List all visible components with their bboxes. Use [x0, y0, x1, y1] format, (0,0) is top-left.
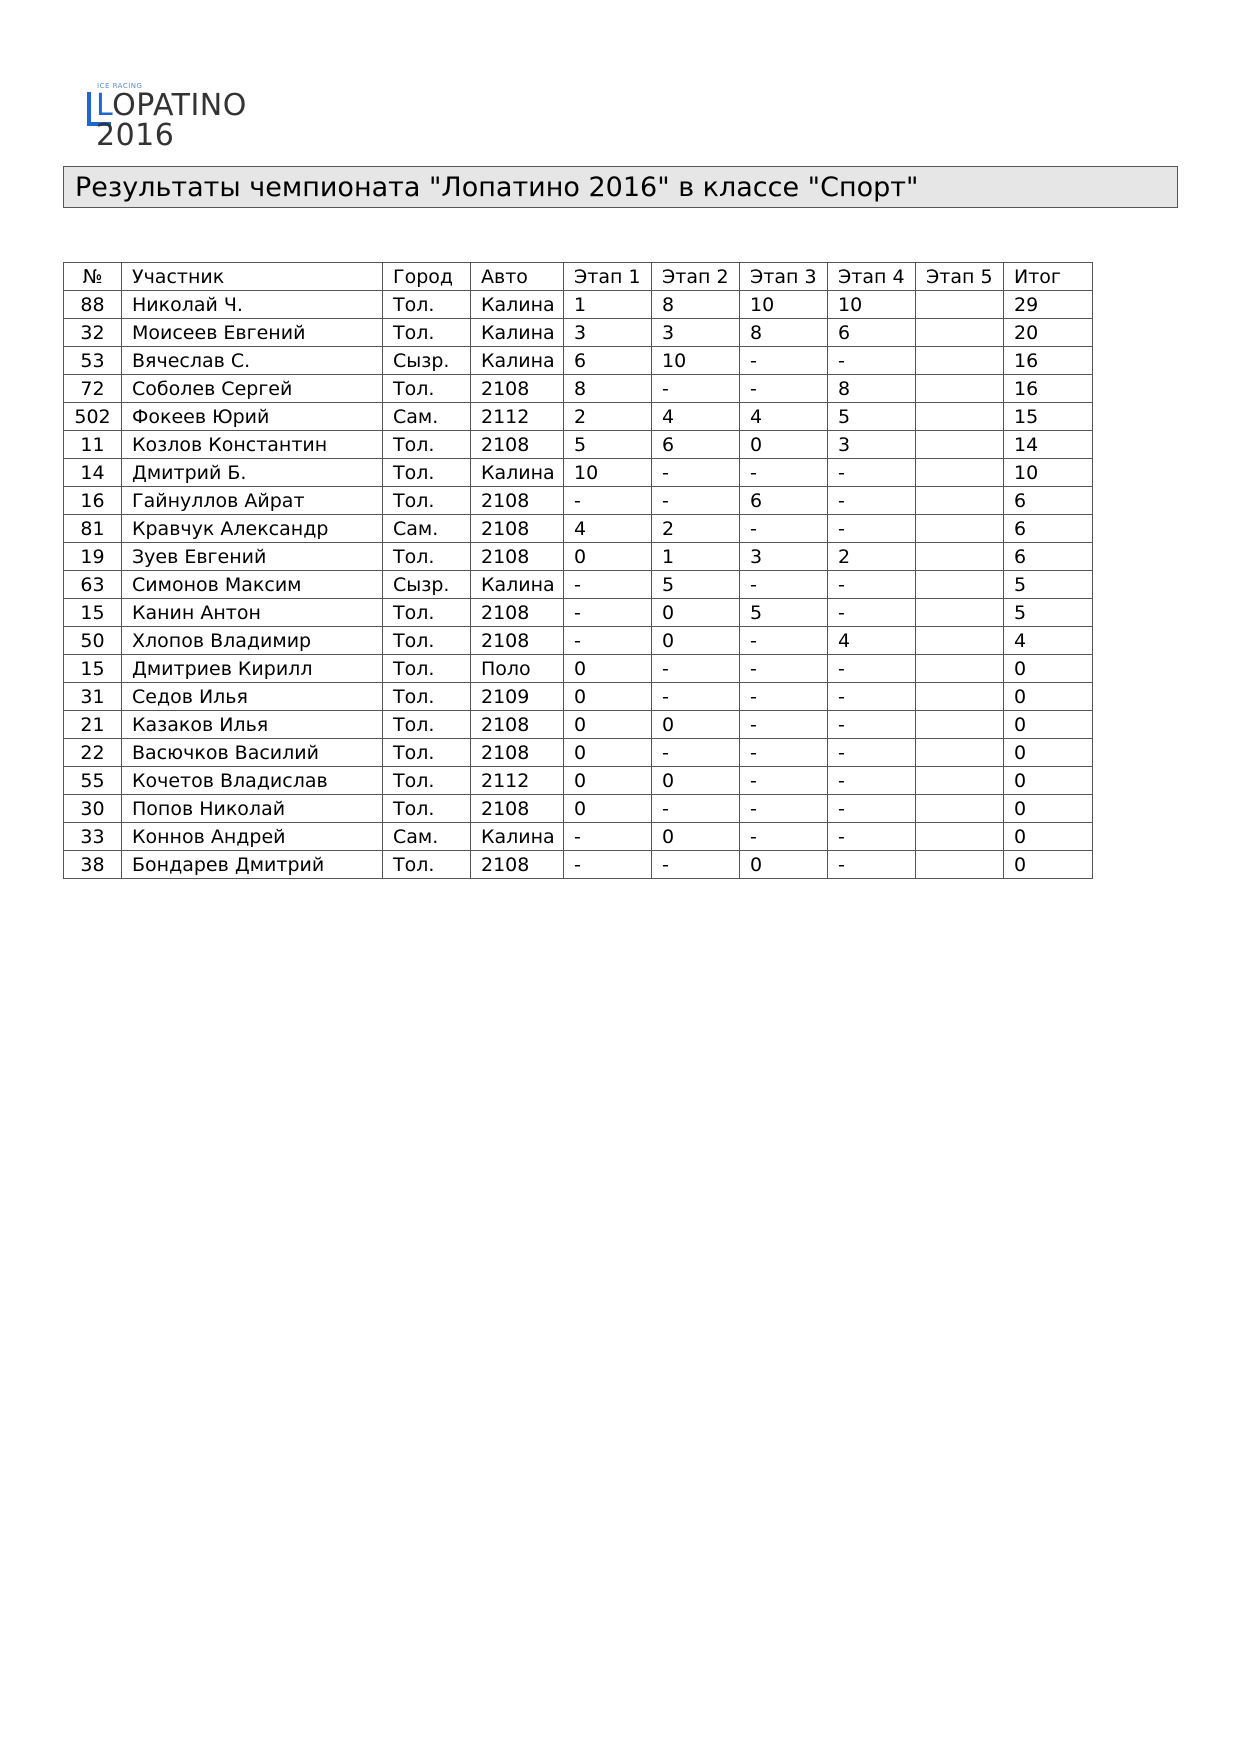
- cell-col-number: 53: [64, 347, 122, 375]
- cell-col-total: 5: [1004, 599, 1093, 627]
- cell-col-stage-4: 6: [828, 319, 916, 347]
- cell-col-stage-3: -: [740, 375, 828, 403]
- table-row: [64, 767, 1093, 795]
- cell-col-stage-1: 8: [564, 375, 652, 403]
- cell-col-number: 72: [64, 375, 122, 403]
- cell-col-car: 2108: [471, 711, 564, 739]
- cell-col-participant: Зуев Евгений: [122, 543, 383, 571]
- cell-col-city: Тол.: [383, 599, 471, 627]
- cell-col-total: 4: [1004, 627, 1093, 655]
- cell-col-participant: Козлов Константин: [122, 431, 383, 459]
- cell-col-stage-5: [916, 571, 1004, 599]
- cell-col-number: 50: [64, 627, 122, 655]
- cell-col-participant: Николай Ч.: [122, 291, 383, 319]
- cell-col-city: Тол.: [383, 851, 471, 879]
- cell-col-stage-5: [916, 823, 1004, 851]
- cell-col-car: Калина: [471, 459, 564, 487]
- cell-col-total: 16: [1004, 347, 1093, 375]
- cell-col-car: 2108: [471, 599, 564, 627]
- cell-col-stage-2: -: [652, 851, 740, 879]
- cell-col-stage-2: -: [652, 655, 740, 683]
- table-row: [64, 683, 1093, 711]
- cell-col-number: 63: [64, 571, 122, 599]
- cell-col-car: Калина: [471, 319, 564, 347]
- logo-text: [96, 88, 327, 153]
- cell-col-stage-4: -: [828, 851, 916, 879]
- cell-col-participant: Соболев Сергей: [122, 375, 383, 403]
- header-col-stage-3: Этап 3: [740, 263, 828, 291]
- cell-col-city: Тол.: [383, 431, 471, 459]
- cell-col-stage-2: 0: [652, 599, 740, 627]
- table-row: [64, 459, 1093, 487]
- table-row: [64, 627, 1093, 655]
- cell-col-stage-4: -: [828, 739, 916, 767]
- cell-col-stage-1: 0: [564, 543, 652, 571]
- cell-col-stage-1: 0: [564, 767, 652, 795]
- cell-col-stage-3: -: [740, 627, 828, 655]
- cell-col-city: Тол.: [383, 319, 471, 347]
- cell-col-city: Тол.: [383, 655, 471, 683]
- cell-col-stage-3: 8: [740, 319, 828, 347]
- table-body: [64, 291, 1093, 879]
- cell-col-number: 55: [64, 767, 122, 795]
- cell-col-total: 0: [1004, 851, 1093, 879]
- cell-col-stage-3: -: [740, 711, 828, 739]
- table-row: [64, 543, 1093, 571]
- cell-col-participant: Дмитрий Б.: [122, 459, 383, 487]
- cell-col-total: 14: [1004, 431, 1093, 459]
- cell-col-stage-1: 0: [564, 655, 652, 683]
- cell-col-participant: Седов Илья: [122, 683, 383, 711]
- cell-col-stage-5: [916, 459, 1004, 487]
- cell-col-city: Тол.: [383, 711, 471, 739]
- logo-bar: [87, 92, 91, 126]
- cell-col-stage-4: -: [828, 823, 916, 851]
- table-row: [64, 823, 1093, 851]
- logo: [87, 82, 327, 153]
- cell-col-total: 0: [1004, 739, 1093, 767]
- cell-col-stage-5: [916, 627, 1004, 655]
- cell-col-total: 16: [1004, 375, 1093, 403]
- cell-col-city: Тол.: [383, 375, 471, 403]
- table-row: [64, 795, 1093, 823]
- cell-col-city: Тол.: [383, 487, 471, 515]
- cell-col-car: Поло: [471, 655, 564, 683]
- table-header-row: [64, 263, 1093, 291]
- cell-col-stage-1: 5: [564, 431, 652, 459]
- header-col-car: Авто: [471, 263, 564, 291]
- cell-col-participant: Кочетов Владислав: [122, 767, 383, 795]
- cell-col-stage-2: 6: [652, 431, 740, 459]
- cell-col-stage-5: [916, 291, 1004, 319]
- header-col-stage-2: Этап 2: [652, 263, 740, 291]
- cell-col-participant: Гайнуллов Айрат: [122, 487, 383, 515]
- cell-col-stage-2: 0: [652, 627, 740, 655]
- cell-col-stage-1: -: [564, 851, 652, 879]
- cell-col-stage-2: 10: [652, 347, 740, 375]
- cell-col-total: 6: [1004, 543, 1093, 571]
- cell-col-car: 2108: [471, 487, 564, 515]
- table-row: [64, 599, 1093, 627]
- cell-col-stage-1: 3: [564, 319, 652, 347]
- cell-col-city: Тол.: [383, 543, 471, 571]
- cell-col-participant: Казаков Илья: [122, 711, 383, 739]
- cell-col-number: 21: [64, 711, 122, 739]
- cell-col-car: 2108: [471, 543, 564, 571]
- cell-col-stage-2: 0: [652, 711, 740, 739]
- cell-col-city: Сызр.: [383, 347, 471, 375]
- cell-col-stage-3: 6: [740, 487, 828, 515]
- cell-col-stage-3: -: [740, 739, 828, 767]
- cell-col-stage-2: 0: [652, 823, 740, 851]
- cell-col-stage-4: -: [828, 487, 916, 515]
- table-row: [64, 347, 1093, 375]
- cell-col-number: 33: [64, 823, 122, 851]
- cell-col-stage-5: [916, 711, 1004, 739]
- cell-col-number: 30: [64, 795, 122, 823]
- cell-col-stage-5: [916, 515, 1004, 543]
- cell-col-stage-4: 8: [828, 375, 916, 403]
- cell-col-stage-5: [916, 347, 1004, 375]
- cell-col-participant: Фокеев Юрий: [122, 403, 383, 431]
- cell-col-stage-5: [916, 767, 1004, 795]
- cell-col-number: 32: [64, 319, 122, 347]
- cell-col-car: 2112: [471, 767, 564, 795]
- cell-col-car: Калина: [471, 823, 564, 851]
- cell-col-stage-4: 5: [828, 403, 916, 431]
- cell-col-car: Калина: [471, 571, 564, 599]
- cell-col-number: 14: [64, 459, 122, 487]
- header-col-total: Итог: [1004, 263, 1093, 291]
- cell-col-stage-5: [916, 851, 1004, 879]
- cell-col-stage-4: 4: [828, 627, 916, 655]
- cell-col-city: Тол.: [383, 739, 471, 767]
- table-row: [64, 711, 1093, 739]
- cell-col-stage-3: 5: [740, 599, 828, 627]
- cell-col-stage-3: -: [740, 459, 828, 487]
- cell-col-stage-3: 10: [740, 291, 828, 319]
- cell-col-stage-2: -: [652, 375, 740, 403]
- table-row: [64, 655, 1093, 683]
- cell-col-participant: Моисеев Евгений: [122, 319, 383, 347]
- cell-col-stage-3: -: [740, 571, 828, 599]
- cell-col-car: Калина: [471, 291, 564, 319]
- cell-col-number: 15: [64, 599, 122, 627]
- cell-col-city: Тол.: [383, 683, 471, 711]
- cell-col-car: 2109: [471, 683, 564, 711]
- cell-col-stage-1: 0: [564, 683, 652, 711]
- cell-col-total: 0: [1004, 655, 1093, 683]
- cell-col-stage-1: -: [564, 571, 652, 599]
- cell-col-total: 0: [1004, 795, 1093, 823]
- cell-col-total: 0: [1004, 767, 1093, 795]
- cell-col-car: Калина: [471, 347, 564, 375]
- cell-col-participant: Вячеслав С.: [122, 347, 383, 375]
- cell-col-number: 88: [64, 291, 122, 319]
- header-col-number: №: [64, 263, 122, 291]
- cell-col-participant: Хлопов Владимир: [122, 627, 383, 655]
- cell-col-car: 2108: [471, 739, 564, 767]
- cell-col-city: Сам.: [383, 823, 471, 851]
- cell-col-stage-5: [916, 739, 1004, 767]
- cell-col-stage-1: 0: [564, 711, 652, 739]
- cell-col-car: 2108: [471, 851, 564, 879]
- cell-col-stage-1: -: [564, 487, 652, 515]
- cell-col-stage-3: -: [740, 347, 828, 375]
- header-col-stage-4: Этап 4: [828, 263, 916, 291]
- cell-col-participant: Канин Антон: [122, 599, 383, 627]
- table-row: [64, 291, 1093, 319]
- cell-col-participant: Бондарев Дмитрий: [122, 851, 383, 879]
- cell-col-stage-1: -: [564, 823, 652, 851]
- cell-col-stage-4: -: [828, 683, 916, 711]
- cell-col-stage-1: 0: [564, 739, 652, 767]
- cell-col-stage-5: [916, 683, 1004, 711]
- cell-col-total: 29: [1004, 291, 1093, 319]
- cell-col-total: 15: [1004, 403, 1093, 431]
- header-col-city: Город: [383, 263, 471, 291]
- cell-col-stage-2: 5: [652, 571, 740, 599]
- header-col-stage-5: Этап 5: [916, 263, 1004, 291]
- cell-col-city: Сам.: [383, 403, 471, 431]
- cell-col-stage-5: [916, 375, 1004, 403]
- cell-col-city: Тол.: [383, 627, 471, 655]
- cell-col-stage-5: [916, 599, 1004, 627]
- cell-col-stage-1: 2: [564, 403, 652, 431]
- cell-col-city: Тол.: [383, 291, 471, 319]
- cell-col-participant: Кравчук Александр: [122, 515, 383, 543]
- cell-col-city: Сызр.: [383, 571, 471, 599]
- logo-rest-text: OPATINO 2016: [96, 88, 247, 153]
- cell-col-stage-2: 1: [652, 543, 740, 571]
- cell-col-stage-2: 8: [652, 291, 740, 319]
- cell-col-stage-5: [916, 795, 1004, 823]
- cell-col-total: 10: [1004, 459, 1093, 487]
- results-table: [63, 262, 1093, 879]
- cell-col-stage-4: -: [828, 795, 916, 823]
- table-row: [64, 319, 1093, 347]
- cell-col-stage-1: -: [564, 627, 652, 655]
- cell-col-stage-5: [916, 487, 1004, 515]
- cell-col-stage-1: -: [564, 599, 652, 627]
- cell-col-stage-2: 4: [652, 403, 740, 431]
- cell-col-car: 2108: [471, 627, 564, 655]
- cell-col-number: 38: [64, 851, 122, 879]
- cell-col-stage-3: 4: [740, 403, 828, 431]
- cell-col-number: 19: [64, 543, 122, 571]
- title-box: [63, 166, 1178, 208]
- cell-col-city: Сам.: [383, 515, 471, 543]
- cell-col-stage-3: 3: [740, 543, 828, 571]
- table-row: [64, 487, 1093, 515]
- cell-col-stage-2: -: [652, 795, 740, 823]
- cell-col-stage-3: -: [740, 515, 828, 543]
- cell-col-stage-5: [916, 543, 1004, 571]
- cell-col-stage-4: -: [828, 711, 916, 739]
- cell-col-participant: Васючков Василий: [122, 739, 383, 767]
- cell-col-stage-3: -: [740, 767, 828, 795]
- page-title: Результаты чемпионата "Лопатино 2016" в классе "Спорт": [75, 172, 919, 203]
- cell-col-stage-2: -: [652, 683, 740, 711]
- cell-col-stage-4: -: [828, 767, 916, 795]
- cell-col-participant: Симонов Максим: [122, 571, 383, 599]
- table-row: [64, 571, 1093, 599]
- cell-col-stage-3: -: [740, 823, 828, 851]
- cell-col-participant: Попов Николай: [122, 795, 383, 823]
- cell-col-total: 6: [1004, 515, 1093, 543]
- cell-col-number: 11: [64, 431, 122, 459]
- cell-col-city: Тол.: [383, 767, 471, 795]
- cell-col-stage-3: -: [740, 683, 828, 711]
- cell-col-stage-1: 6: [564, 347, 652, 375]
- cell-col-stage-4: -: [828, 571, 916, 599]
- cell-col-stage-5: [916, 431, 1004, 459]
- cell-col-car: 2112: [471, 403, 564, 431]
- table-row: [64, 403, 1093, 431]
- header-col-stage-1: Этап 1: [564, 263, 652, 291]
- cell-col-number: 16: [64, 487, 122, 515]
- cell-col-car: 2108: [471, 515, 564, 543]
- logo-first-letter: L: [96, 88, 113, 123]
- cell-col-city: Тол.: [383, 795, 471, 823]
- cell-col-stage-3: 0: [740, 851, 828, 879]
- cell-col-stage-4: -: [828, 599, 916, 627]
- cell-col-stage-5: [916, 319, 1004, 347]
- cell-col-stage-1: 4: [564, 515, 652, 543]
- cell-col-total: 0: [1004, 683, 1093, 711]
- cell-col-number: 15: [64, 655, 122, 683]
- table-row: [64, 515, 1093, 543]
- cell-col-stage-1: 0: [564, 795, 652, 823]
- cell-col-stage-2: 2: [652, 515, 740, 543]
- cell-col-car: 2108: [471, 795, 564, 823]
- cell-col-stage-4: 2: [828, 543, 916, 571]
- cell-col-stage-1: 1: [564, 291, 652, 319]
- table-row: [64, 431, 1093, 459]
- cell-col-participant: Коннов Андрей: [122, 823, 383, 851]
- cell-col-stage-4: 10: [828, 291, 916, 319]
- cell-col-stage-3: -: [740, 795, 828, 823]
- cell-col-city: Тол.: [383, 459, 471, 487]
- logo-subtitle: ICE RACING: [97, 82, 143, 90]
- cell-col-stage-4: -: [828, 655, 916, 683]
- cell-col-total: 20: [1004, 319, 1093, 347]
- cell-col-total: 0: [1004, 823, 1093, 851]
- cell-col-stage-4: -: [828, 515, 916, 543]
- cell-col-car: 2108: [471, 375, 564, 403]
- cell-col-stage-5: [916, 655, 1004, 683]
- cell-col-stage-1: 10: [564, 459, 652, 487]
- cell-col-stage-4: -: [828, 459, 916, 487]
- cell-col-number: 502: [64, 403, 122, 431]
- header-col-participant: Участник: [122, 263, 383, 291]
- cell-col-total: 0: [1004, 711, 1093, 739]
- table-row: [64, 375, 1093, 403]
- cell-col-stage-4: -: [828, 347, 916, 375]
- cell-col-total: 5: [1004, 571, 1093, 599]
- cell-col-stage-2: -: [652, 459, 740, 487]
- cell-col-stage-2: 0: [652, 767, 740, 795]
- cell-col-stage-3: -: [740, 655, 828, 683]
- cell-col-number: 31: [64, 683, 122, 711]
- table-row: [64, 739, 1093, 767]
- table-row: [64, 851, 1093, 879]
- cell-col-number: 81: [64, 515, 122, 543]
- cell-col-stage-2: -: [652, 487, 740, 515]
- cell-col-stage-2: 3: [652, 319, 740, 347]
- cell-col-stage-3: 0: [740, 431, 828, 459]
- cell-col-participant: Дмитриев Кирилл: [122, 655, 383, 683]
- cell-col-stage-2: -: [652, 739, 740, 767]
- cell-col-car: 2108: [471, 431, 564, 459]
- cell-col-number: 22: [64, 739, 122, 767]
- cell-col-total: 6: [1004, 487, 1093, 515]
- cell-col-stage-4: 3: [828, 431, 916, 459]
- cell-col-stage-5: [916, 403, 1004, 431]
